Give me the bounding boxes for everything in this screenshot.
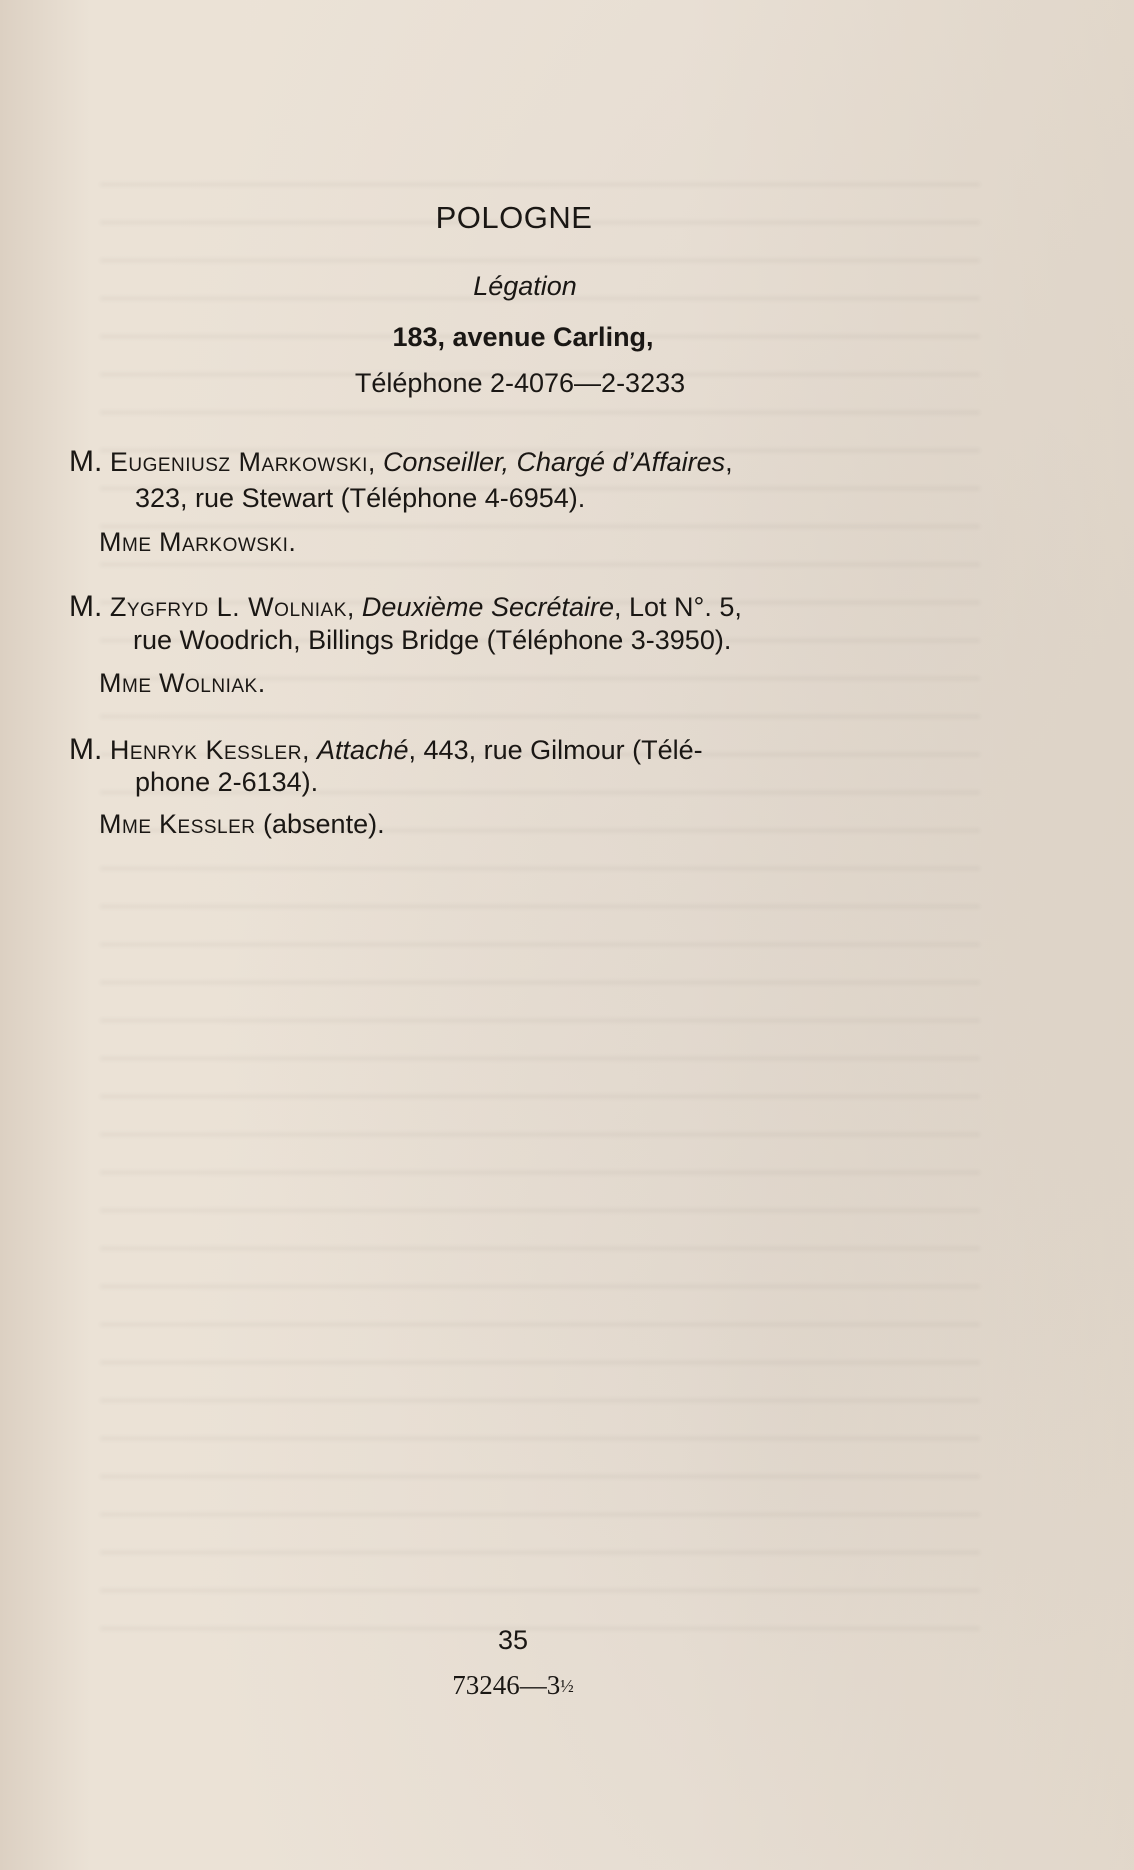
entry-1-spouse-prefix: Mme: [99, 527, 152, 557]
entry-2-spouse-tail: .: [257, 668, 266, 698]
entry-2-name: Zygfryd L. Wolniak: [109, 592, 347, 622]
entry-1-title-tail: ,: [725, 447, 733, 477]
entry-3-separator: ,: [301, 735, 317, 765]
entry-2-title-tail: , Lot N°. 5,: [614, 592, 742, 622]
entry-1-name: Eugeniusz Markowski: [109, 447, 368, 477]
entry-2-separator: ,: [346, 592, 362, 622]
entry-3-spouse-name: Kessler: [159, 809, 256, 839]
entry-1-line-1: [69, 447, 733, 477]
entry-1-separator: ,: [367, 447, 383, 477]
entry-1-title: Conseiller, Chargé d’Affaires: [382, 447, 726, 477]
entry-2-line-1: [69, 592, 742, 622]
print-code-main: 73246—3: [452, 1670, 561, 1700]
entry-3-spouse-prefix: Mme: [99, 809, 152, 839]
entry-3-title-tail: , 443, rue Gilmour (Télé-: [408, 735, 703, 765]
legation-phone: Téléphone 2-4076—2-3233: [354, 368, 686, 398]
country-heading: POLOGNE: [435, 200, 593, 235]
entry-1-line-2: 323, rue Stewart (Téléphone 4-6954).: [135, 483, 586, 513]
entry-3-spouse: [99, 811, 385, 838]
entry-3-line-1: [69, 735, 703, 765]
entry-1-spouse: [99, 529, 296, 556]
legation-subtitle: Légation: [473, 271, 577, 301]
entry-2-spouse-prefix: Mme: [99, 668, 152, 698]
page-number: 35: [497, 1625, 529, 1655]
entry-3-title: Attaché: [316, 735, 409, 765]
entry-2-prefix: M.: [69, 590, 103, 623]
entry-1-prefix: M.: [69, 445, 103, 478]
entry-2-title: Deuxième Secrétaire: [361, 592, 615, 622]
entry-2-spouse: [99, 670, 265, 697]
entry-1-spouse-tail: .: [288, 527, 296, 557]
entry-3-prefix: M.: [69, 733, 103, 766]
entry-2-spouse-name: Wolniak: [159, 668, 258, 698]
print-code-fraction: ½: [560, 1676, 574, 1696]
legation-address: 183, avenue Carling,: [392, 322, 654, 352]
entry-3-name: Henryk Kessler: [109, 735, 302, 765]
entry-1-spouse-name: Markowski: [159, 527, 289, 557]
entry-2-line-2: rue Woodrich, Billings Bridge (Téléphone 3-3950).: [133, 625, 732, 655]
entry-3-spouse-tail: (absente).: [255, 809, 385, 839]
entry-3-line-2: phone 2-6134).: [135, 767, 319, 797]
print-code: [0, 1670, 1026, 1701]
